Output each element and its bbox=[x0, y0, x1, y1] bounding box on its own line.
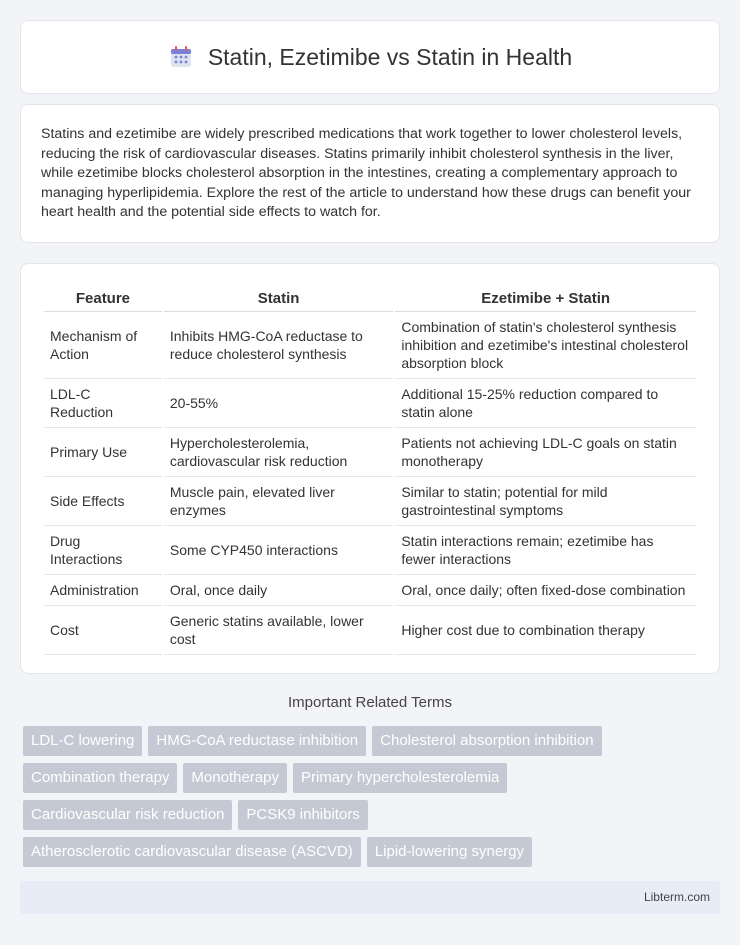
table-row bbox=[44, 379, 696, 428]
table-header-row bbox=[44, 284, 696, 312]
header-card bbox=[20, 20, 720, 94]
table-cell: 20-55% bbox=[164, 379, 393, 428]
tag-row bbox=[23, 726, 723, 756]
calendar-icon bbox=[168, 44, 194, 70]
table-cell: Patients not achieving LDL-C goals on statin monotherapy bbox=[395, 428, 696, 477]
related-term-tag[interactable]: Atherosclerotic cardiovascular disease (ASCVD) bbox=[23, 837, 361, 867]
table-row bbox=[44, 575, 696, 606]
related-term-tag[interactable]: HMG-CoA reductase inhibition bbox=[148, 726, 366, 756]
table-row bbox=[44, 606, 696, 655]
table-row bbox=[44, 428, 696, 477]
table-cell: Drug Interactions bbox=[44, 526, 162, 575]
footer bbox=[20, 881, 720, 914]
table-cell: Similar to statin; potential for mild gastrointestinal symptoms bbox=[395, 477, 696, 526]
table-row bbox=[44, 477, 696, 526]
table-cell: Statin interactions remain; ezetimibe has fewer interactions bbox=[395, 526, 696, 575]
table-cell: Muscle pain, elevated liver enzymes bbox=[164, 477, 393, 526]
table-cell: Combination of statin's cholesterol synthesis inhibition and ezetimibe's intestinal cholesterol absorption block bbox=[395, 312, 696, 379]
intro-text: Statins and ezetimibe are widely prescribed medications that work together to lower cholesterol levels, reducing the risk of cardiovascular diseases. Statins primarily inhibit cholesterol synthesis in the liver, while ezetimibe blocks cholesterol absorption in the intestines, creating a complementary approach to managing hyperlipidemia. Explore the rest of the article to understand how these drugs can benefit your heart health and the potential side effects to watch for. bbox=[41, 126, 691, 220]
table-cell: Primary Use bbox=[44, 428, 162, 477]
table-cell: Additional 15-25% reduction compared to statin alone bbox=[395, 379, 696, 428]
related-terms-title: Important Related Terms bbox=[288, 694, 452, 711]
table-cell: Oral, once daily bbox=[164, 575, 393, 606]
column-header: Ezetimibe + Statin bbox=[395, 284, 696, 312]
table-cell: Some CYP450 interactions bbox=[164, 526, 393, 575]
comparison-table-card bbox=[20, 263, 720, 674]
related-term-tag[interactable]: PCSK9 inhibitors bbox=[238, 800, 367, 830]
table-cell: Higher cost due to combination therapy bbox=[395, 606, 696, 655]
table-cell: Mechanism of Action bbox=[44, 312, 162, 379]
column-header: Feature bbox=[44, 284, 162, 312]
tag-row bbox=[23, 800, 723, 830]
table-cell: Side Effects bbox=[44, 477, 162, 526]
related-term-tag[interactable]: LDL-C lowering bbox=[23, 726, 142, 756]
table-cell: Administration bbox=[44, 575, 162, 606]
related-term-tag[interactable]: Cardiovascular risk reduction bbox=[23, 800, 232, 830]
related-term-tag[interactable]: Primary hypercholesterolemia bbox=[293, 763, 507, 793]
footer-site-link[interactable]: Libterm.com bbox=[643, 890, 710, 904]
related-terms bbox=[23, 726, 723, 874]
page-title: Statin, Ezetimibe vs Statin in Health bbox=[207, 43, 573, 70]
table-cell: Cost bbox=[44, 606, 162, 655]
tag-row bbox=[23, 763, 723, 793]
intro-card bbox=[20, 104, 720, 243]
table-row bbox=[44, 526, 696, 575]
related-term-tag[interactable]: Monotherapy bbox=[183, 763, 287, 793]
tag-row bbox=[23, 837, 723, 867]
comparison-table bbox=[42, 284, 698, 655]
table-cell: Generic statins available, lower cost bbox=[164, 606, 393, 655]
table-cell: Inhibits HMG-CoA reductase to reduce cholesterol synthesis bbox=[164, 312, 393, 379]
column-header: Statin bbox=[164, 284, 393, 312]
table-row bbox=[44, 312, 696, 379]
table-cell: Oral, once daily; often fixed-dose combination bbox=[395, 575, 696, 606]
related-term-tag[interactable]: Lipid-lowering synergy bbox=[367, 837, 532, 867]
related-term-tag[interactable]: Combination therapy bbox=[23, 763, 177, 793]
table-cell: LDL-C Reduction bbox=[44, 379, 162, 428]
table-cell: Hypercholesterolemia, cardiovascular risk reduction bbox=[164, 428, 393, 477]
related-term-tag[interactable]: Cholesterol absorption inhibition bbox=[372, 726, 601, 756]
